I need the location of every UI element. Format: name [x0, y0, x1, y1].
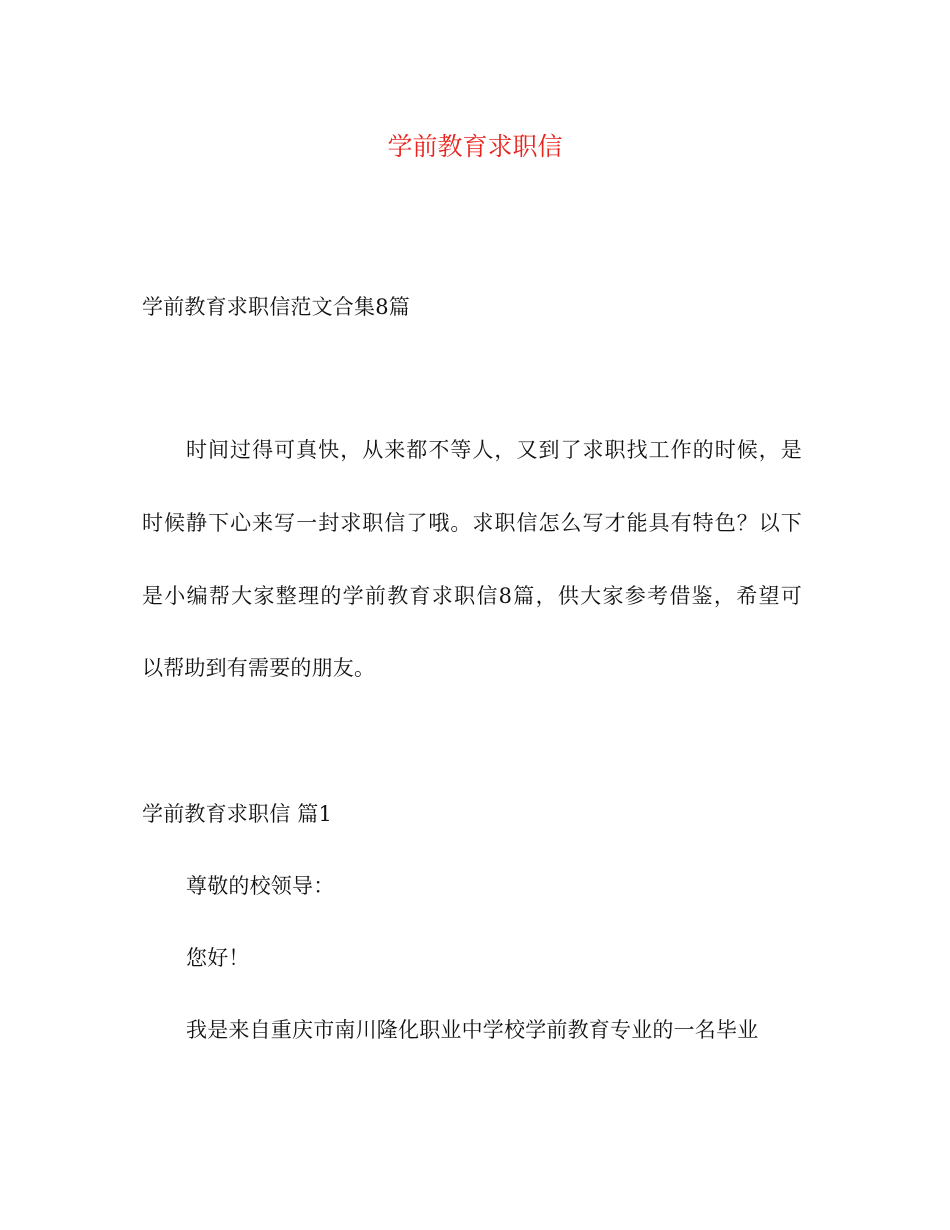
section-heading: 学前教育求职信 篇1	[142, 802, 333, 826]
intro-line-2: 时候静下心来写一封求职信了哦。求职信怎么写才能具有特色？以下	[142, 511, 802, 535]
document-title: 学前教育求职信	[387, 132, 563, 161]
intro-line-4: 以帮助到有需要的朋友。	[142, 656, 376, 680]
salutation: 尊敬的校领导：	[186, 874, 335, 898]
body-line-1: 我是来自重庆市南川隆化职业中学校学前教育专业的一名毕业	[186, 1018, 759, 1042]
intro-line-1: 时间过得可真快，从来都不等人，又到了求职找工作的时候，是	[186, 438, 802, 462]
greeting: 您好！	[186, 946, 250, 970]
intro-line-3: 是小编帮大家整理的学前教育求职信8篇，供大家参考借鉴，希望可	[142, 584, 802, 608]
document-subtitle: 学前教育求职信范文合集8篇	[142, 295, 410, 319]
